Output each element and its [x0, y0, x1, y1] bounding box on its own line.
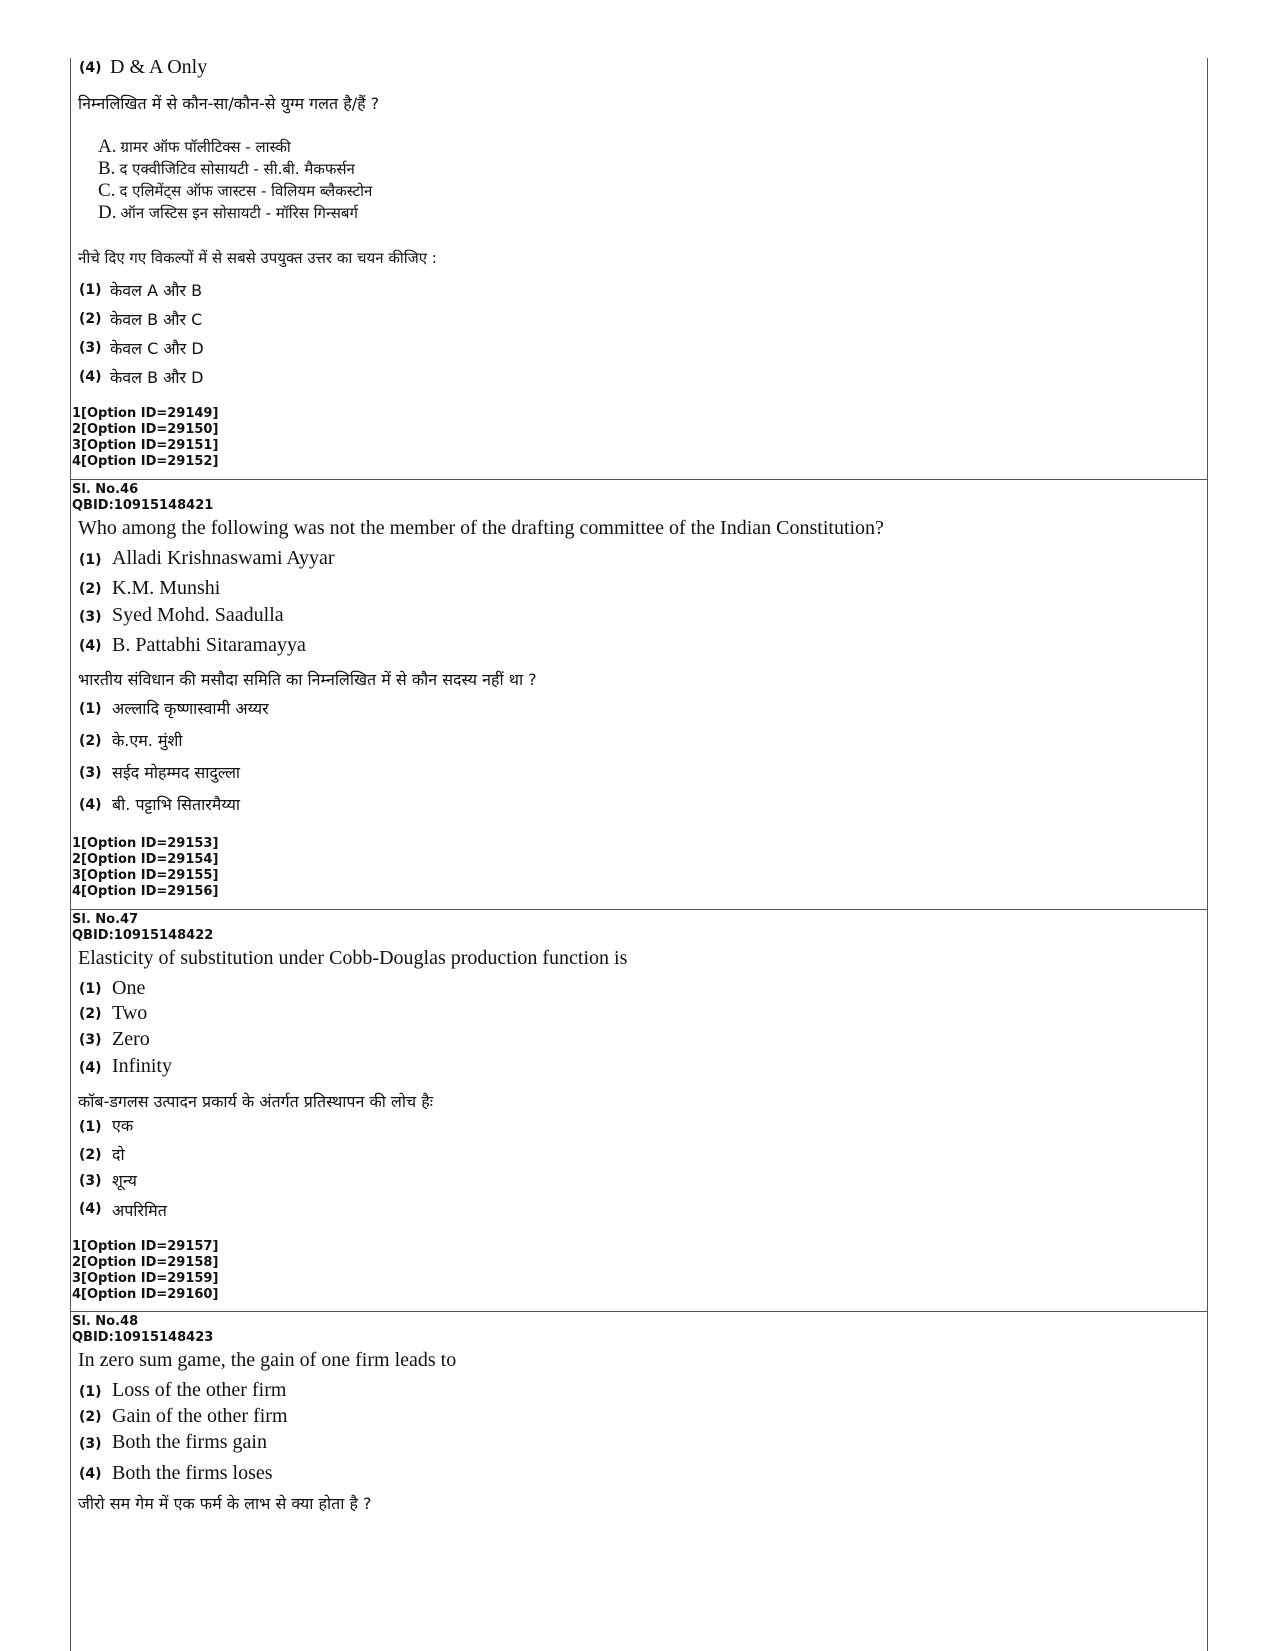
option-id: 1[Option ID=29149] [72, 406, 219, 421]
option-text: Both the firms loses [112, 1462, 273, 1484]
option-id: 1[Option ID=29157] [72, 1239, 219, 1254]
question-text-hindi: जीरो सम गेम में एक फर्म के लाभ से क्या होता है ? [78, 1494, 372, 1513]
option-text: अपरिमित [112, 1201, 167, 1220]
option-id: 3[Option ID=29155] [72, 868, 219, 883]
serial-number: Sl. No.47 [72, 912, 139, 927]
option-number: (3) [79, 1436, 102, 1452]
statement-item: B. द एक्वीजिटिव सोसायटी - सी.बी. मैकफर्सन [98, 158, 355, 179]
option-text: One [112, 977, 146, 999]
option-text: के.एम. मुंशी [112, 731, 183, 750]
option-id-list [72, 1239, 218, 1303]
option-number: (3) [79, 1032, 102, 1048]
option-number: (2) [79, 1409, 102, 1425]
option-text: B. Pattabhi Sitaramayya [112, 634, 306, 656]
instruction-text: नीचे दिए गए विकल्पों में से सबसे उपयुक्त उत्तर का चयन कीजिए : [78, 249, 437, 267]
option-number: (4) [79, 1466, 102, 1482]
divider [71, 909, 1207, 910]
option-text: Both the firms gain [112, 1431, 267, 1453]
option-number: (4) [79, 369, 102, 385]
option-id: 3[Option ID=29151] [72, 438, 219, 453]
serial-number: Sl. No.48 [72, 1314, 139, 1329]
option-id: 1[Option ID=29153] [72, 836, 219, 851]
statement-item: D. ऑन जस्टिस इन सोसायटी - मॉरिस गिन्सबर्ग [98, 202, 358, 223]
option-id: 2[Option ID=29150] [72, 422, 219, 437]
qbid: QBID:10915148422 [72, 928, 214, 943]
question-text-hindi: भारतीय संविधान की मसौदा समिति का निम्नलिखित में से कौन सदस्य नहीं था ? [78, 670, 537, 689]
option-number: (2) [79, 1147, 102, 1163]
option-number: (2) [79, 733, 102, 749]
question-header [72, 482, 213, 514]
option-text: D & A Only [110, 56, 208, 78]
option-text: Alladi Krishnaswami Ayyar [112, 547, 335, 569]
qbid: QBID:10915148421 [72, 498, 214, 513]
divider [71, 479, 1207, 480]
option-text: बी. पट्टाभि सितारमैय्या [112, 795, 240, 814]
option-text: Loss of the other firm [112, 1379, 287, 1401]
option-text: Infinity [112, 1055, 172, 1077]
option-number: (4) [79, 1060, 102, 1076]
option-text: केवल A और B [110, 281, 203, 300]
option-number: (1) [79, 1384, 102, 1400]
option-number: (1) [79, 1119, 102, 1135]
option-id-list [72, 836, 218, 900]
option-number: (4) [79, 638, 102, 654]
option-text: केवल B और D [110, 368, 204, 387]
statement-item: A. ग्रामर ऑफ पॉलीटिक्स - लास्की [98, 136, 291, 157]
option-number: (3) [79, 765, 102, 781]
question-text: In zero sum game, the gain of one firm leads to [78, 1349, 457, 1371]
option-number: (1) [79, 981, 102, 997]
question-text-hindi: कॉब-डगलस उत्पादन प्रकार्य के अंतर्गत प्रतिस्थापन की लोच हैः [78, 1092, 433, 1111]
option-id: 2[Option ID=29154] [72, 852, 219, 867]
option-number: (2) [79, 311, 102, 327]
serial-number: Sl. No.46 [72, 482, 139, 497]
question-text: Who among the following was not the member of the drafting committee of the Indian Constitution? [78, 517, 884, 539]
option-number: (2) [79, 581, 102, 597]
option-number: (4) [79, 1201, 102, 1217]
question-text: Elasticity of substitution under Cobb-Douglas production function is [78, 947, 628, 969]
qbid: QBID:10915148423 [72, 1330, 214, 1345]
option-text: केवल B और C [110, 310, 203, 329]
option-number: (1) [79, 701, 102, 717]
option-text: K.M. Munshi [112, 577, 221, 599]
option-number: (3) [79, 609, 102, 625]
option-text: एक [112, 1116, 134, 1135]
option-number: (4) [79, 60, 102, 76]
question-header [72, 1314, 213, 1346]
option-number: (3) [79, 340, 102, 356]
option-text: Two [112, 1002, 148, 1024]
option-id: 4[Option ID=29156] [72, 884, 219, 899]
option-text: Zero [112, 1028, 150, 1050]
option-text: दो [112, 1145, 125, 1164]
option-text: शून्य [112, 1171, 137, 1190]
option-id: 4[Option ID=29152] [72, 454, 219, 469]
option-id: 4[Option ID=29160] [72, 1287, 219, 1302]
option-number: (2) [79, 1006, 102, 1022]
option-text: Gain of the other firm [112, 1405, 288, 1427]
option-text: केवल C और D [110, 339, 204, 358]
option-id: 2[Option ID=29158] [72, 1255, 219, 1270]
option-id: 3[Option ID=29159] [72, 1271, 219, 1286]
option-text: अल्लादि कृष्णास्वामी अय्यर [112, 699, 269, 718]
question-text-hindi: निम्नलिखित में से कौन-सा/कौन-से युग्म गलत है/हैं ? [78, 94, 380, 113]
option-number: (1) [79, 282, 102, 298]
divider [71, 1311, 1207, 1312]
question-header [72, 912, 213, 944]
option-number: (4) [79, 797, 102, 813]
option-id-list [72, 406, 218, 470]
option-number: (1) [79, 552, 102, 568]
option-text: सईद मोहम्मद सादुल्ला [112, 763, 241, 782]
statement-item: C. द एलिमेंट्स ऑफ जास्टस - विलियम ब्लैकस्टोन [98, 180, 373, 201]
option-number: (3) [79, 1173, 102, 1189]
option-text: Syed Mohd. Saadulla [112, 604, 284, 626]
